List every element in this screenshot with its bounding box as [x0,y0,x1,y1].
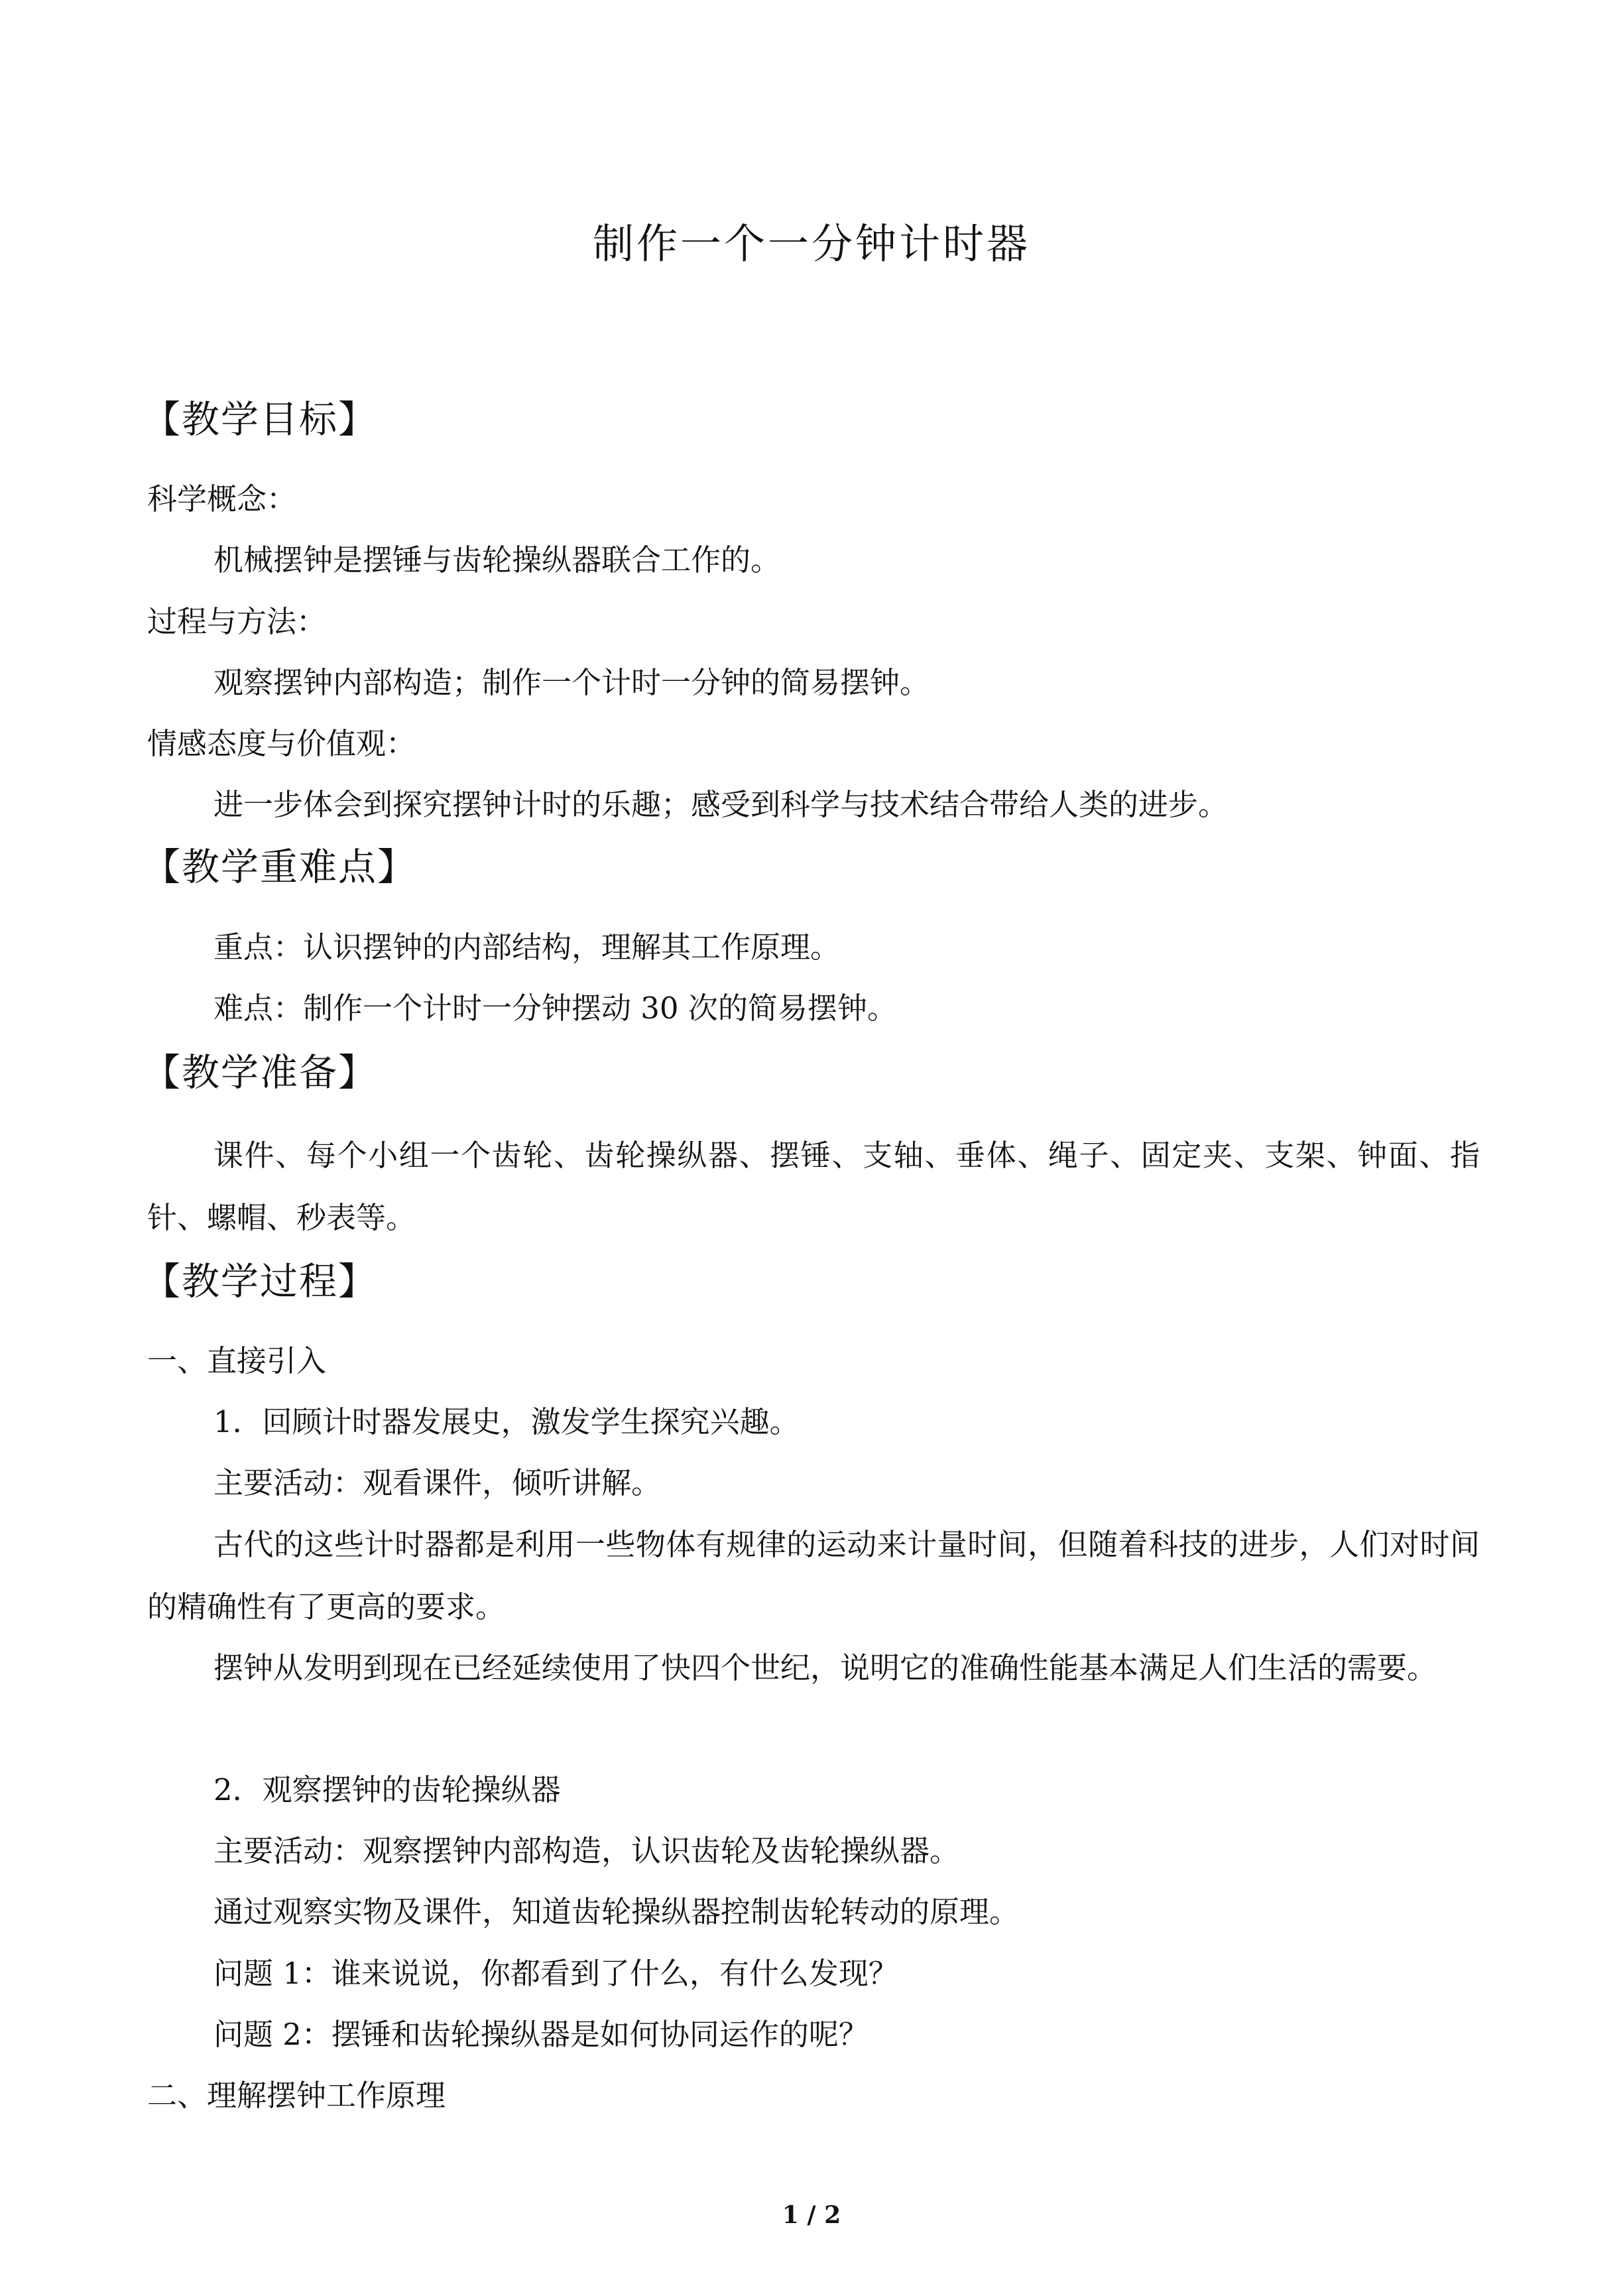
section-heading-process: 【教学过程】 [143,1260,377,1303]
item2-heading: 2．观察摆钟的齿轮操纵器 [213,1772,561,1807]
method-text: 观察摆钟内部构造；制作一个计时一分钟的简易摆钟。 [213,665,930,700]
difficulty-text: 难点：制作一个计时一分钟摆动 30 次的简易摆钟。 [213,991,897,1026]
item2-text: 通过观察实物及课件，知道齿轮操纵器控制齿轮转动的原理。 [213,1894,1020,1929]
focus-text: 重点：认识摆钟的内部结构，理解其工作原理。 [213,930,841,965]
item1-paragraph-2: 摆钟从发明到现在已经延续使用了快四个世纪，说明它的准确性能基本满足人们生活的需要。 [213,1650,1437,1685]
preparation-text: 课件、每个小组一个齿轮、齿轮操纵器、摆锤、支轴、垂体、绳子、固定夹、支架、钟面、指针、螺帽、秒表等。 [147,1138,1480,1235]
item1-paragraph-1: 古代的这些计时器都是利用一些物体有规律的运动来计量时间，但随着科技的进步，人们对时间的精确性有了更高的要求。 [147,1527,1480,1624]
attitude-text: 进一步体会到探究摆钟计时的乐趣；感受到科学与技术结合带给人类的进步。 [213,787,1229,822]
section-heading-key-points: 【教学重难点】 [143,845,416,889]
part2-heading: 二、理解摆钟工作原理 [147,2078,446,2113]
question-2: 问题 2：摆锤和齿轮操纵器是如何协同运作的呢？ [213,2017,869,2052]
section-heading-objectives: 【教学目标】 [143,398,377,442]
item1-heading: 1．回顾计时器发展史，激发学生探究兴趣。 [213,1404,800,1439]
document-title: 制作一个一分钟计时器 [592,219,1030,268]
concept-label: 科学概念： [147,481,297,516]
question-1: 问题 1：谁来说说，你都看到了什么，有什么发现？ [213,1956,898,1991]
concept-text: 机械摆钟是摆锤与齿轮操纵器联合工作的。 [213,542,781,577]
part1-heading: 一、直接引入 [147,1343,327,1378]
item1-activity: 主要活动：观看课件，倾听讲解。 [213,1465,662,1500]
item2-activity: 主要活动：观察摆钟内部构造，认识齿轮及齿轮操纵器。 [213,1833,960,1868]
attitude-label: 情感态度与价值观： [147,726,416,761]
method-label: 过程与方法： [147,604,327,639]
section-heading-preparation: 【教学准备】 [143,1051,377,1095]
page-number: 1 / 2 [782,2201,841,2229]
